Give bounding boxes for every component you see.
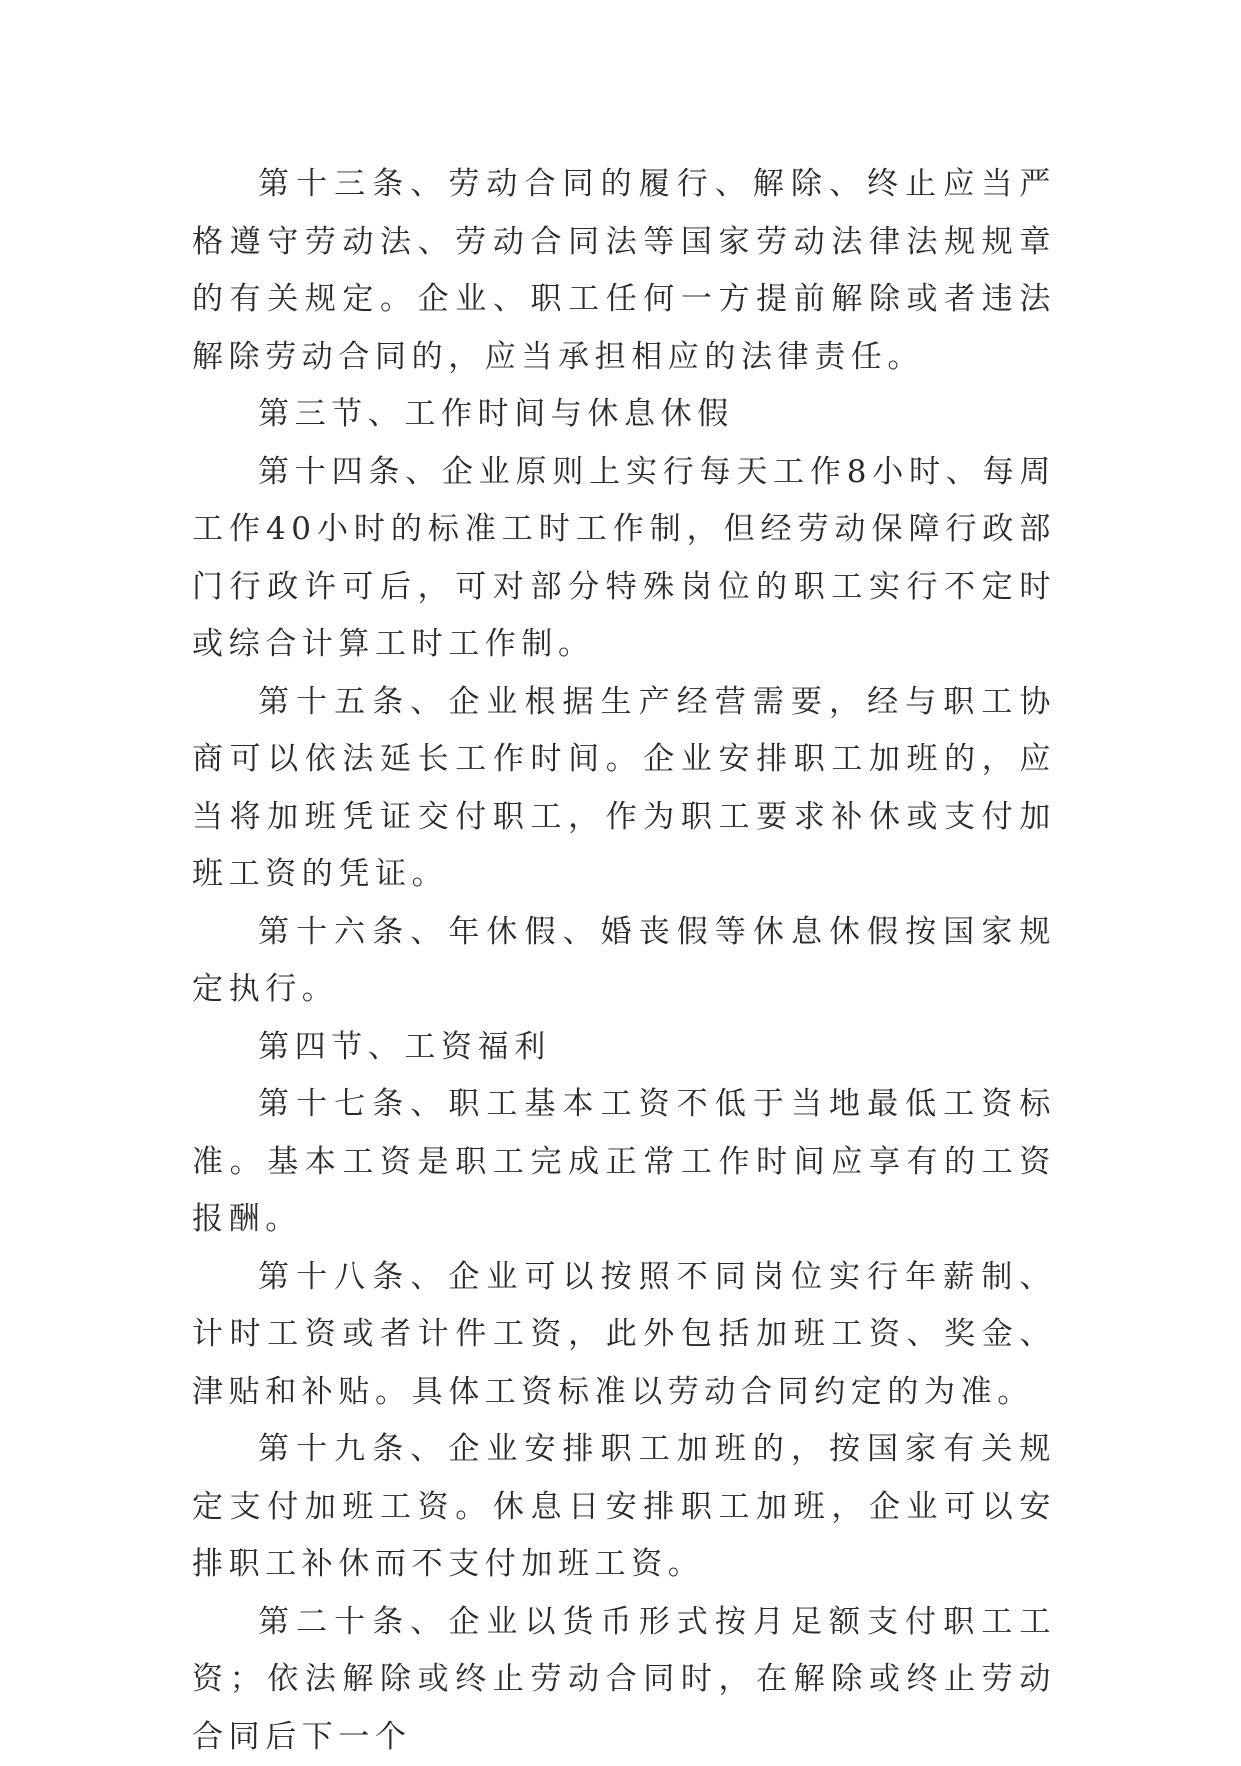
section-3-heading: 第三节、工作时间与休息休假 xyxy=(192,386,1056,444)
article-20-paragraph: 第二十条、企业以货币形式按月足额支付职工工资；依法解除或终止劳动合同时，在解除或终止劳动合同后下一个 xyxy=(192,1594,1056,1766)
article-16-paragraph: 第十六条、年休假、婚丧假等休息休假按国家规定执行。 xyxy=(192,904,1056,1019)
article-14-paragraph: 第十四条、企业原则上实行每天工作8小时、每周工作40小时的标准工时工作制，但经劳动保障行政部门行政许可后，可对部分特殊岗位的职工实行不定时或综合计算工时工作制。 xyxy=(192,444,1056,674)
section-4-heading: 第四节、工资福利 xyxy=(192,1019,1056,1077)
article-19-paragraph: 第十九条、企业安排职工加班的，按国家有关规定支付加班工资。休息日安排职工加班，企业可以安排职工补休而不支付加班工资。 xyxy=(192,1421,1056,1594)
article-13-paragraph: 第十三条、劳动合同的履行、解除、终止应当严格遵守劳动法、劳动合同法等国家劳动法律法规规章的有关规定。企业、职工任何一方提前解除或者违法解除劳动合同的，应当承担相应的法律责任。 xyxy=(192,156,1056,386)
article-15-paragraph: 第十五条、企业根据生产经营需要，经与职工协商可以依法延长工作时间。企业安排职工加班的，应当将加班凭证交付职工，作为职工要求补休或支付加班工资的凭证。 xyxy=(192,674,1056,904)
document-body xyxy=(192,156,1056,1766)
article-18-paragraph: 第十八条、企业可以按照不同岗位实行年薪制、计时工资或者计件工资，此外包括加班工资、奖金、津贴和补贴。具体工资标准以劳动合同约定的为准。 xyxy=(192,1249,1056,1422)
article-17-paragraph: 第十七条、职工基本工资不低于当地最低工资标准。基本工资是职工完成正常工作时间应享有的工资报酬。 xyxy=(192,1076,1056,1249)
